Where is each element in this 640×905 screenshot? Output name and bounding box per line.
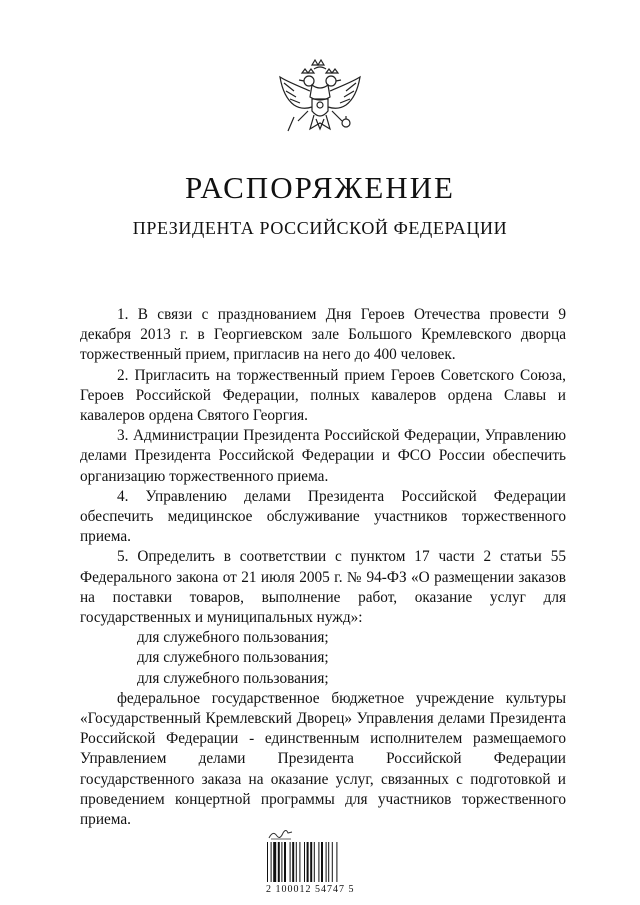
barcode-number: 2 100012 54747 5: [266, 884, 355, 895]
signature-mark-icon: [268, 828, 294, 840]
paragraph-6: федеральное государственное бюджетное учреждение культуры «Государственный Кремлевский Дворец» Управления делами Президента Российской Федерации - единственным исполнителем размещаемого Управлением делами Президента Российской Федерации государственного заказа на оказание услуг, связанных с подготовкой и проведением концертной программы для участников торжественного приема.: [80, 689, 566, 829]
barcode-icon: [266, 842, 358, 882]
paragraph-3: 3. Администрации Президента Российской Федерации, Управлению делами Президента Российской Федерации и ФСО России обеспечить организацию торжественного приема.: [80, 427, 566, 485]
document-title: РАСПОРЯЖЕНИЕ: [185, 170, 455, 205]
paragraph-1: 1. В связи с празднованием Дня Героев Отечества провести 9 декабря 2013 г. в Георгиевском зале Большого Кремлевского дворца торжественный прием, пригласив на него до 400 человек.: [80, 306, 566, 364]
paragraph-5: 5. Определить в соответствии с пунктом 17 части 2 статьи 55 Федерального закона от 21 июля 2005 г. № 94-ФЗ «О размещении заказов на поставки товаров, выполнение работ, оказание услуг для государственных и муниципальных нужд»:: [80, 548, 566, 627]
document-body: [80, 305, 566, 830]
paragraph-2: 2. Пригласить на торжественный прием Героев Советского Союза, Героев Российской Федерации, полных кавалеров ордена Славы и кавалеров ордена Святого Георгия.: [80, 366, 566, 425]
list-item: для служебного пользования;: [137, 629, 329, 647]
list-item: для служебного пользования;: [137, 649, 329, 667]
paragraph-4: 4. Управлению делами Президента Российской Федерации обеспечить медицинское обслуживание участников торжественного приема.: [80, 487, 566, 546]
list-item: для служебного пользования;: [137, 669, 329, 687]
document-subtitle: ПРЕЗИДЕНТА РОССИЙСКОЙ ФЕДЕРАЦИИ: [132, 218, 508, 238]
russian-coat-of-arms-icon: [272, 55, 368, 151]
